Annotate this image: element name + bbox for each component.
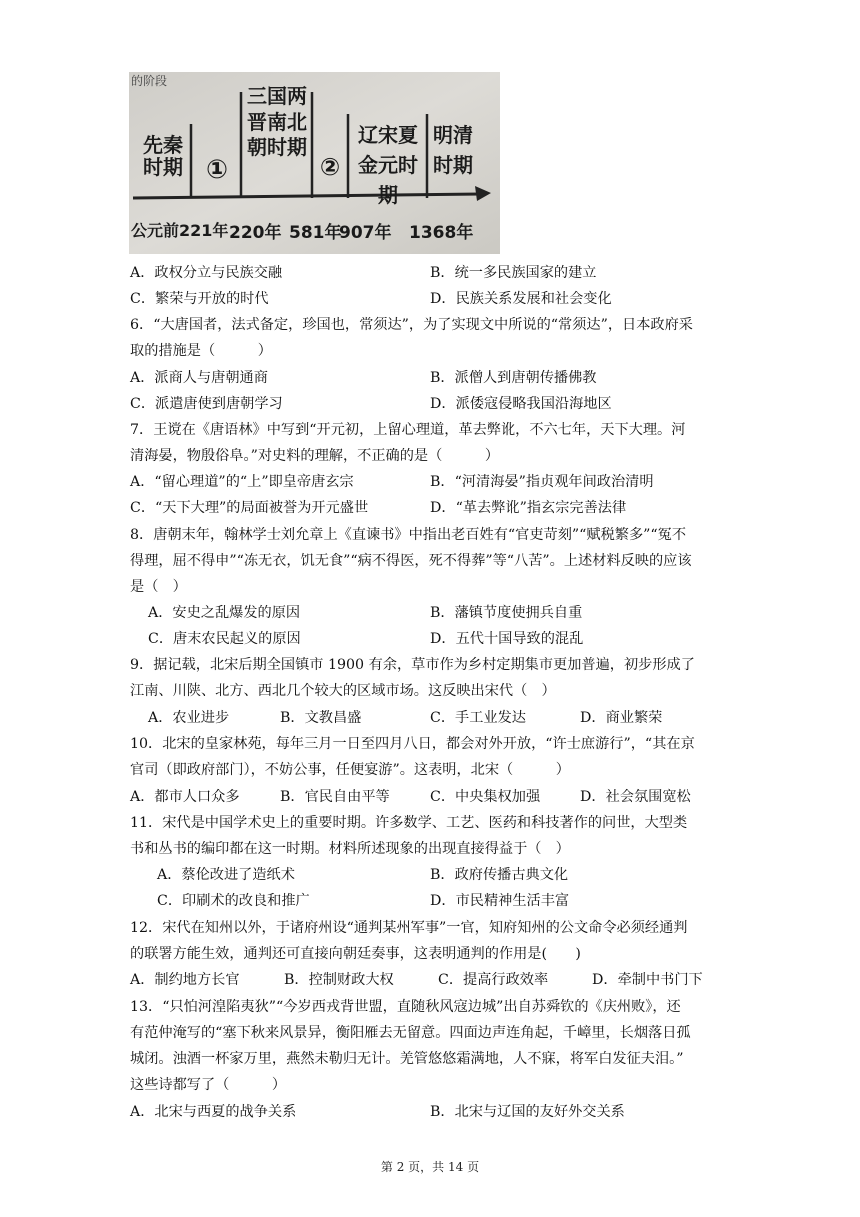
q10-option-d: D．社会氛围宽松 [580,789,691,805]
timeline-figure [129,72,500,254]
year-907: 907年 [339,223,392,243]
q7-stem-line1: 7．王谠在《唐语林》中写到“开元初，上留心理道，革去弊讹，不六七年，天下大理。河 [130,422,686,438]
q5-option-b: B．统一多民族国家的建立 [430,265,597,281]
q6-option-c: C．派遣唐使到唐朝学习 [130,396,283,412]
q13-option-b: B．北宋与辽国的友好外交关系 [430,1104,625,1120]
q13-stem-line1: 13．“只怕河湟陷夷狄”“今岁西戎背世盟，直随秋风寇边城”出自苏舜钦的《庆州败》，还 [130,999,681,1015]
q7-option-d: D．“革去弊讹”指玄宗完善法律 [430,500,627,516]
q6-option-d: D．派倭寇侵略我国沿海地区 [430,396,612,412]
year-1368: 1368年 [409,223,474,243]
q12-option-d: D．牵制中书门下 [592,972,703,988]
period-liaosong: 辽宋夏金元时期 [358,123,418,207]
q13-stem-line2: 有范仲淹写的“塞下秋来风景异，衡阳雁去无留意。四面边声连角起，千嶂里，长烟落日孤 [130,1025,691,1041]
q6-option-a: A．派商人与唐朝通商 [130,370,268,386]
q11-option-c: C．印刷术的改良和推广 [157,893,310,909]
q6-option-b: B．派僧人到唐朝传播佛教 [430,370,597,386]
q8-option-c: C．唐末农民起义的原因 [148,631,301,647]
year-220: 220年 [229,223,282,243]
q8-option-d: D．五代十国导致的混乱 [430,631,584,647]
period-xianqin: 先秦时期 [143,133,183,180]
q9-option-d: D．商业繁荣 [580,710,663,726]
q12-stem-line1: 12．宋代在知州以外，于诸府州设“通判某州军事”一官，知府知州的公文命令必须经通判 [130,920,688,936]
q12-option-b: B．控制财政大权 [284,972,394,988]
q11-stem-line1: 11．宋代是中国学术史上的重要时期。许多数学、工艺、医药和科技著作的问世，大型类 [130,815,688,831]
q12-option-c: C．提高行政效率 [438,972,549,988]
q8-stem-line2: 得理，屈不得申”“冻无衣，饥无食”“病不得医，死不得葬”等“八苦”。上述材料反映的应该 [130,553,692,569]
period-mingqing: 明清时期 [433,123,473,177]
q13-stem-line3: 城闭。浊酒一杯家万里，燕然未勒归无计。羌管悠悠霜满地，人不寐，将军白发征夫泪。” [130,1051,684,1067]
q8-option-a: A．安史之乱爆发的原因 [148,605,301,621]
q6-stem-line1: 6．“大唐国者，法式备定，珍国也，常须达”，为了实现文中所说的“常须达”，日本政府采 [130,317,693,333]
q6-stem-line2: 取的措施是（ ） [130,343,272,359]
q11-stem-line2: 书和丛书的编印都在这一时期。材料所述现象的出现直接得益于（ ） [130,841,570,857]
q10-option-c: C．中央集权加强 [430,789,541,805]
period-blank-2: ② [319,153,341,181]
q7-option-b: B．“河清海晏”指贞观年间政治清明 [430,474,654,490]
page-footer: 第 2 页，共 14 页 [380,1160,480,1174]
figure-scrap-text: 的阶段 [131,74,168,88]
q13-option-a: A．北宋与西夏的战争关系 [130,1104,297,1120]
q8-stem-line3: 是（ ） [130,579,187,595]
q9-option-a: A．农业进步 [148,710,230,726]
q11-option-b: B．政府传播古典文化 [430,867,569,883]
q9-option-c: C．手工业发达 [430,710,526,726]
q9-stem-line2: 江南、川陕、北方、西北几个较大的区域市场。这反映出宋代（ ） [130,683,556,699]
year-581: 581年 [289,223,342,243]
q7-option-c: C．“天下大理”的局面被誉为开元盛世 [130,500,369,516]
q11-option-a: A．蔡伦改进了造纸术 [157,867,295,883]
q10-stem-line2: 官司（即政府部门），不妨公事，任便宴游”。这表明，北宋（ ） [130,762,570,778]
q12-stem-line2: 的联署方能生效，通判还可直接向朝廷奏事，这表明通判的作用是( ) [130,946,581,962]
q8-option-b: B．藩镇节度使拥兵自重 [430,605,583,621]
period-sanguo: 三国两晋南北朝时期 [247,84,307,160]
q9-stem-line1: 9．据记载，北宋后期全国镇市 1900 有余，草市作为乡村定期集市更加普遍，初步形成了 [130,657,695,673]
year-221bc: 公元前221年 [131,221,229,240]
q7-option-a: A．“留心理道”的“上”即皇帝唐玄宗 [130,474,354,490]
q8-stem-line1: 8．唐朝末年，翰林学士刘允章上《直谏书》中指出老百姓有“官吏苛刻”“赋税繁多”“冤不 [130,527,687,543]
q7-stem-line2: 清海晏，物殷俗阜。”对史料的理解，不正确的是（ ） [130,448,500,464]
q5-option-d: D．民族关系发展和社会变化 [430,291,612,307]
q11-option-d: D．市民精神生活丰富 [430,893,570,909]
q5-option-a: A．政权分立与民族交融 [130,265,283,281]
q10-option-a: A．都市人口众多 [130,789,240,805]
q5-option-c: C．繁荣与开放的时代 [130,291,269,307]
q12-option-a: A．制约地方长官 [130,972,240,988]
q9-option-b: B．文教昌盛 [280,710,362,726]
q10-stem-line1: 10．北宋的皇家林苑，每年三月一日至四月八日，都会对外开放，“许士庶游行”，“其在京 [130,736,695,752]
period-blank-1: ① [205,155,228,185]
q13-stem-line4: 这些诗都写了（ ） [130,1077,287,1093]
q10-option-b: B．官民自由平等 [280,789,390,805]
